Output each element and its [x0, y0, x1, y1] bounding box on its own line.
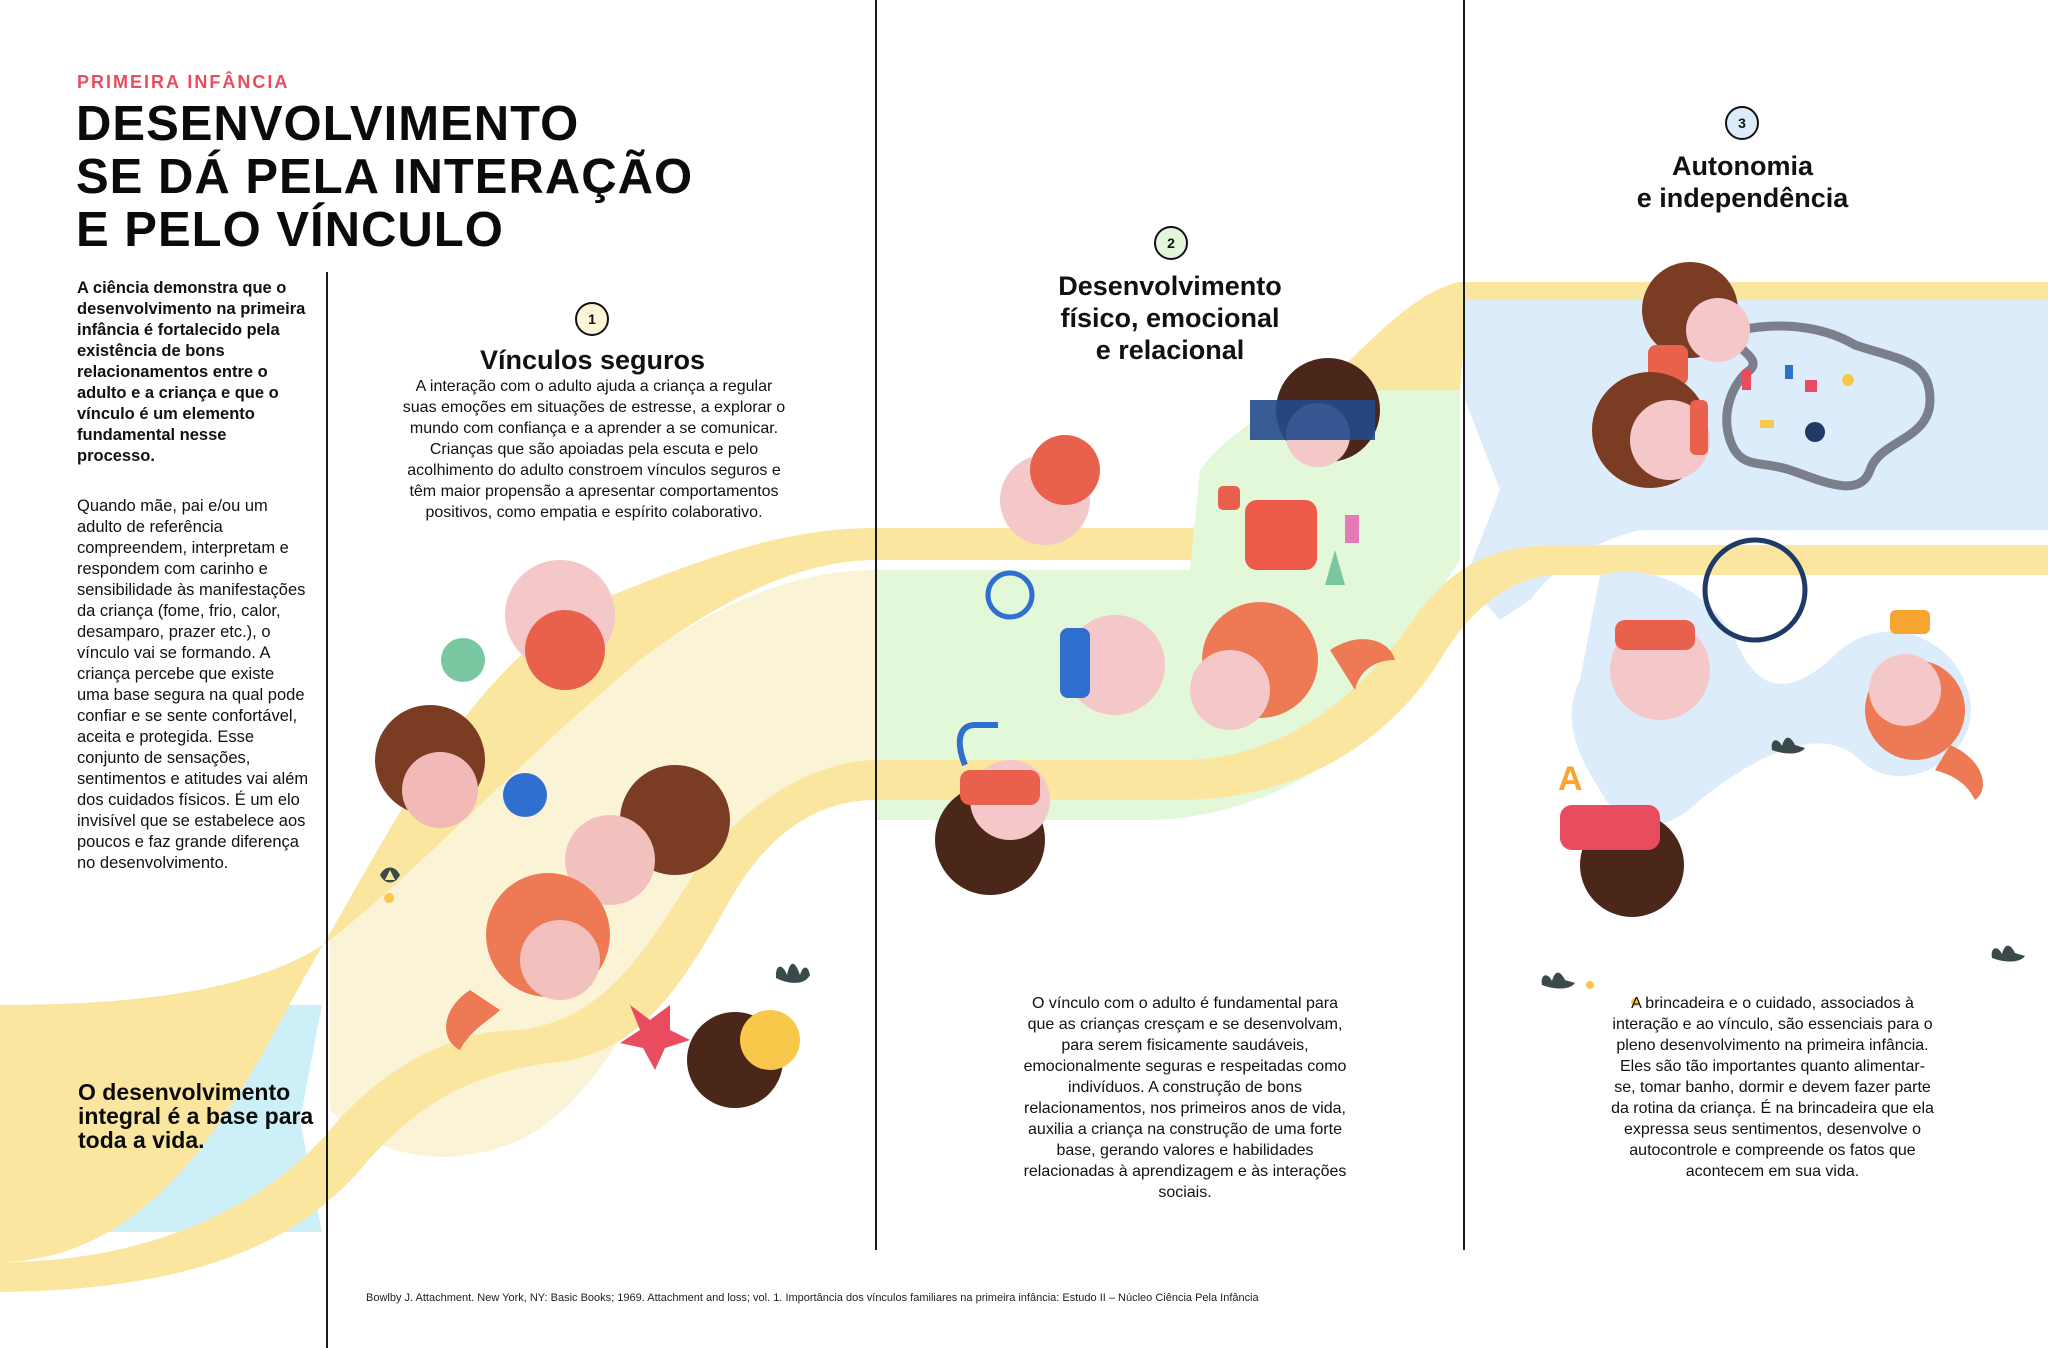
- section-3-badge: 3: [1725, 106, 1759, 140]
- title-line: DESENVOLVIMENTO: [76, 97, 580, 151]
- section-title-line: físico, emocional: [1060, 303, 1280, 333]
- section-title-line: Autonomia: [1672, 151, 1813, 181]
- section-1-title: [420, 344, 765, 376]
- section-1-text: A interação com o adulto ajuda a criança a regular suas emoções em situações de estresse, a explorar o mundo com confiança e a aprender a se comunicar. Crianças que são apoiadas pela escuta e pelo acolhimento do adulto constroem vínculos seguros e têm maior propensão a apresentar comportamentos positivos, como empatia e espírito colaborativo.: [402, 378, 786, 521]
- section-3-title: [1590, 150, 1895, 214]
- body-paragraph: Quando mãe, pai e/ou um adulto de referência compreendem, interpretam e respondem com carinho e sensibilidade às manifestações da criança (fome, frio, calor, desamparo, prazer etc.), o vínculo vai se formando. A criança percebe que existe uma base segura na qual pode confiar e se sente confortável, aceita e protegida. Esse conjunto de sensações, sentimentos e atitudes vai além dos cuidados físicos. É um elo invisível que se estabelece aos poucos e faz grande diferença no desenvolvimento.: [77, 497, 309, 872]
- lead-paragraph: A ciência demonstra que o desenvolvimento na primeira infância é fortalecido pela existência de bons relacionamentos entre o adulto e a criança e que o vínculo é um elemento fundamental nesse processo.: [77, 279, 306, 465]
- title-line: SE DÁ PELA INTERAÇÃO: [76, 150, 694, 204]
- parent-shirt: [525, 610, 605, 690]
- section-title-line: e independência: [1636, 183, 1849, 213]
- divider-middle: [875, 0, 877, 1250]
- section-title-line: Vínculos seguros: [479, 345, 706, 375]
- divider-left: [326, 272, 328, 1348]
- section-title-line: e relacional: [1095, 335, 1245, 365]
- section-2-text: O vínculo com o adulto é fundamental para que as crianças cresçam e se desenvolvam, para serem fisicamente saudáveis, emocionalmente seguras e respeitadas como indivíduos. A construção de bons relacionamentos, nos primeiros anos de vida, auxilia a criança na construção de uma forte base, gerando valores e habilidades relacionadas à aprendizagem e às interações sociais.: [1023, 995, 1347, 1201]
- toy-letter: A: [1558, 760, 1583, 798]
- title-line: E PELO VÍNCULO: [76, 203, 504, 257]
- section-2-badge: 2: [1154, 226, 1188, 260]
- page-title: [76, 98, 716, 257]
- footnote: Bowlby J. Attachment. New York, NY: Basic Books; 1969. Attachment and loss; vol. 1. Importância dos vínculos familiares na primeira infância: Estudo II – Núcleo Ciência Pela Infância: [366, 1292, 1259, 1304]
- section-2-title: [1020, 270, 1320, 366]
- kicker: PRIMEIRA INFÂNCIA: [77, 72, 290, 92]
- section-3-text: A brincadeira e o cuidado, associados à interação e ao vínculo, são essenciais para o pleno desenvolvimento na primeira infância. Eles são tão importantes quanto alimentar-se, tomar banho, dormir e devem fazer parte da rotina da criança. É na brincadeira que ela expressa seus sentimentos, desenvolve o autocontrole e compreende os fatos que acontecem em sua vida.: [1611, 995, 1934, 1180]
- divider-right: [1463, 0, 1465, 1250]
- bottom-callout: O desenvolvimento integral é a base para toda a vida.: [78, 1079, 314, 1153]
- section-title-line: Desenvolvimento: [1058, 271, 1282, 301]
- section-1-badge: 1: [575, 302, 609, 336]
